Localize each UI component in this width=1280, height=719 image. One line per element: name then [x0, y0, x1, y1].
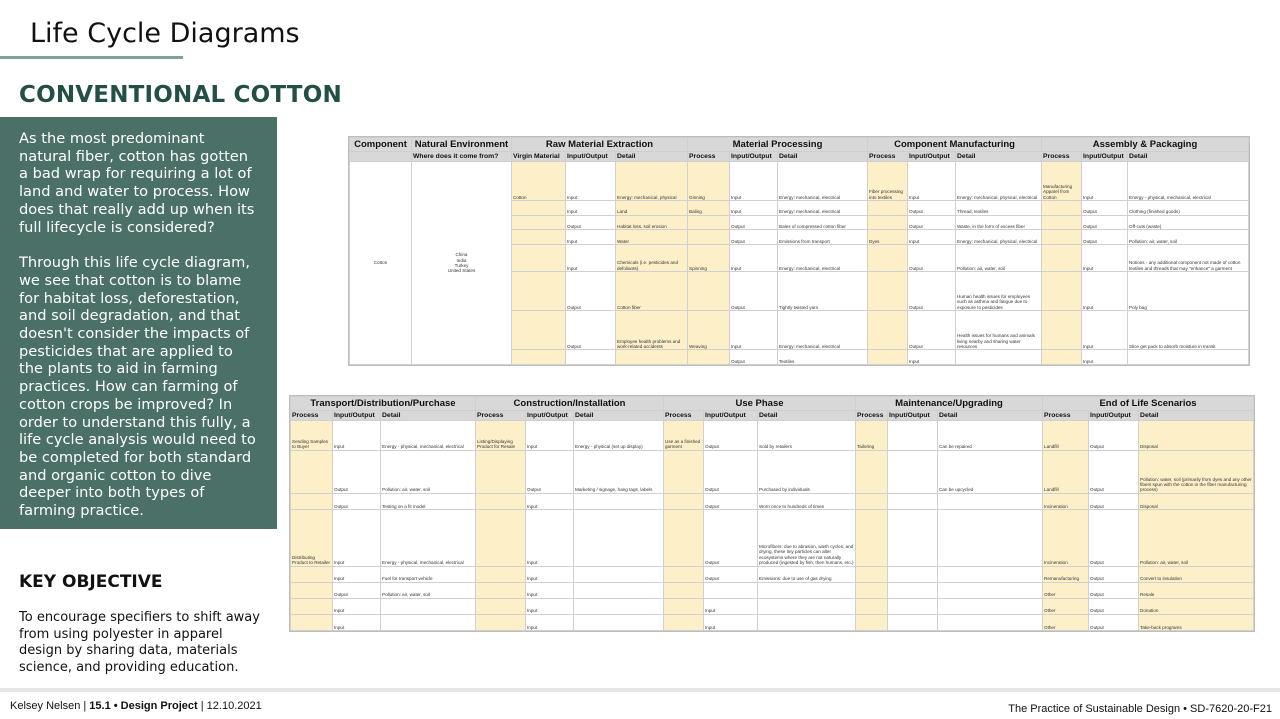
table2-cell: Output — [704, 421, 758, 451]
table1-cell: Energy: mechanical, electrical — [778, 311, 868, 350]
table2-cell — [664, 614, 704, 630]
life-cycle-table-downstream — [289, 395, 1255, 632]
table2-cell: Output — [1089, 614, 1139, 630]
table1-subheader: Input/Output — [566, 152, 616, 162]
footer-rule — [0, 688, 1280, 692]
table2-cell — [574, 566, 664, 582]
table1-cell: Employee health problems and work-related accidents — [616, 311, 688, 350]
intro-paragraph-1: As the most predominant natural fiber, cotton has gotten a bad wrap for requiring a lot of land and water to process. How does that really add up when its full lifecycle is considered? — [19, 130, 255, 236]
table2-cell — [856, 450, 888, 493]
table2-cell: Input — [526, 493, 574, 509]
table1-cell: Ginning — [688, 162, 730, 201]
table1-cell: Input — [566, 201, 616, 216]
table1-cell — [868, 215, 908, 230]
table2-cell — [291, 566, 333, 582]
header-component-manufacturing: Component Manufacturing — [868, 138, 1042, 152]
table2-cell — [704, 582, 758, 598]
table2-cell — [291, 598, 333, 614]
table1-cell: Spinning — [688, 245, 730, 272]
table2-cell — [888, 566, 938, 582]
table2-cell — [476, 614, 526, 630]
table1-cell — [956, 350, 1042, 365]
table2-cell — [476, 493, 526, 509]
table2-row — [291, 598, 1254, 614]
table1-cell — [512, 271, 566, 310]
table1-cell: Input — [1082, 350, 1128, 365]
table1-cell: Input — [730, 245, 778, 272]
table1-cell: Output — [1082, 230, 1128, 245]
table2-cell — [856, 566, 888, 582]
table2-cell: Output — [1089, 598, 1139, 614]
table2-cell — [476, 598, 526, 614]
table1-cell: Poly bag — [1128, 271, 1249, 310]
table2-cell: Input — [333, 566, 381, 582]
table1-cell: Fiber processing into textiles — [868, 162, 908, 201]
footer-author: Kelsey Nelsen | — [10, 700, 90, 712]
table2-cell: Output — [704, 493, 758, 509]
title-underline — [0, 56, 183, 59]
table2-cell: Input — [333, 421, 381, 451]
table1-subheader: Input/Output — [908, 152, 956, 162]
table1-subheader: Detail — [956, 152, 1042, 162]
table2-cell: Pollution: air, water, soil — [381, 582, 476, 598]
header-assembly-packaging: Assembly & Packaging — [1042, 138, 1249, 152]
table2-cell: Pollution: air, water, soil — [1139, 509, 1254, 566]
table1-cell: Baling — [688, 201, 730, 216]
table1-cell: Energy: mechanical, electrical — [778, 201, 868, 216]
table1-cell: Thread, textiles — [956, 201, 1042, 216]
table1-cell: Chemicals (i.e. pesticides and defoliants) — [616, 245, 688, 272]
table1-cell: Input — [1082, 271, 1128, 310]
table1-cell — [688, 230, 730, 245]
table2-cell — [381, 614, 476, 630]
table1-cell: Off-cuts (waste) — [1128, 215, 1249, 230]
table1-cell: Input — [908, 162, 956, 201]
table1-cell: Input — [730, 311, 778, 350]
table2-cell — [856, 614, 888, 630]
table2-cell — [381, 598, 476, 614]
table1-subheader: Detail — [616, 152, 688, 162]
header-material-processing: Material Processing — [688, 138, 868, 152]
table1-cell: Water — [616, 230, 688, 245]
table1-cell: Pollution: air, water, soil — [956, 245, 1042, 272]
life-cycle-table-upstream — [348, 136, 1250, 366]
table1-cell: Weaving — [688, 311, 730, 350]
table1-cell — [566, 350, 616, 365]
table2-cell — [938, 598, 1043, 614]
table1-cell: Output — [908, 215, 956, 230]
table1-cell: Energy: mechanical, physical, electrical — [956, 230, 1042, 245]
table1-cell: Output — [566, 215, 616, 230]
table1-cell: Habitat loss, soil erosion — [616, 215, 688, 230]
table1-subheader: Where does it come from? — [412, 152, 512, 162]
table1-subheader: Process — [688, 152, 730, 162]
table2-cell: Input — [526, 598, 574, 614]
table2-cell: Fuel for transport vehicle — [381, 566, 476, 582]
table2-row — [291, 421, 1254, 451]
table2-cell — [574, 582, 664, 598]
table2-cell: Sold by retailers — [758, 421, 856, 451]
table1-cell — [688, 215, 730, 230]
table2-cell: Disposal — [1139, 493, 1254, 509]
table2-cell — [574, 598, 664, 614]
table1-cell: Output — [908, 245, 956, 272]
table1-cell — [688, 350, 730, 365]
table1-cell: Output — [730, 271, 778, 310]
table1-cell: Clothing (finished goods) — [1128, 201, 1249, 216]
table2-cell: Input — [333, 598, 381, 614]
table1-cell: Output — [908, 311, 956, 350]
table2-cell — [574, 614, 664, 630]
table2-cell — [291, 450, 333, 493]
table1-cell: Output — [908, 201, 956, 216]
table1-cell: Output — [566, 271, 616, 310]
table2-cell: Energy - physical, mechanical, electrical — [381, 421, 476, 451]
table1-cell — [1042, 271, 1082, 310]
table2-cell — [856, 493, 888, 509]
table2-cell: Output — [1089, 566, 1139, 582]
table1-subheader: Process — [868, 152, 908, 162]
table2-subheader: Detail — [758, 411, 856, 421]
table2-cell: Can be repaired — [938, 421, 1043, 451]
table2-cell: Output — [1089, 582, 1139, 598]
header-maintenance-upgrading: Maintenance/Upgrading — [856, 397, 1043, 411]
table2-cell — [888, 598, 938, 614]
table2-cell: Donation — [1139, 598, 1254, 614]
table2-cell: Output — [704, 509, 758, 566]
table2-cell: Resale — [1139, 582, 1254, 598]
table2-cell — [758, 598, 856, 614]
table1-cell: Tightly twisted yarn — [778, 271, 868, 310]
table2-cell — [888, 509, 938, 566]
table1-cell: Energy: mechanical, electrical — [778, 162, 868, 201]
table1-subheader: Input/Output — [1082, 152, 1128, 162]
table1-subheader — [350, 152, 412, 162]
intro-panel — [0, 117, 277, 529]
table2-cell: Other — [1043, 614, 1089, 630]
table2-cell: Convert to insulation — [1139, 566, 1254, 582]
table2-subheader: Process — [1043, 411, 1089, 421]
table2-cell — [291, 614, 333, 630]
table2-cell — [856, 509, 888, 566]
table2-cell: Incineration — [1043, 493, 1089, 509]
table2-cell: Remanufacturing — [1043, 566, 1089, 582]
table2-cell — [888, 493, 938, 509]
table1-cell: Output — [1082, 201, 1128, 216]
table1-cell — [512, 245, 566, 272]
table2-cell: Input — [526, 614, 574, 630]
key-objective-body: To encourage specifiers to shift away from using polyester in apparel design by sharing data, materials science, and providing education. — [19, 610, 260, 675]
origin-text: China India Turkey United States — [447, 252, 476, 274]
table2-cell: Purchased by individuals — [758, 450, 856, 493]
header-natural-environment: Natural Environment — [412, 138, 512, 152]
table2-cell: Output — [526, 450, 574, 493]
table2-cell — [888, 614, 938, 630]
table2-cell — [938, 509, 1043, 566]
table1-cell: Cotton fiber — [616, 271, 688, 310]
table2-cell — [938, 566, 1043, 582]
table1-cell: Emissions from transport — [778, 230, 868, 245]
table1-cell: Input — [1082, 311, 1128, 350]
table2-subheader: Input/Output — [704, 411, 758, 421]
table1-cell: Energy - physical, mechanical, electrical — [1128, 162, 1249, 201]
table1-cell: Textiles — [778, 350, 868, 365]
table1-cell: Manufacturing Apparel from Cotton — [1042, 162, 1082, 201]
table1-cell: Waste, in the form of excess fiber — [956, 215, 1042, 230]
table1-cell: Human health issues for employees such as asthma and fatigue due to exposure to pesticides — [956, 271, 1042, 310]
key-objective-heading: KEY OBJECTIVE — [19, 572, 163, 592]
table2-cell: Use as a finished garment — [664, 421, 704, 451]
table1-cell: Input — [566, 162, 616, 201]
table1-cell — [868, 271, 908, 310]
table1-cell: Output — [566, 311, 616, 350]
table2-cell: Worn once to hundreds of times — [758, 493, 856, 509]
table1-cell — [868, 350, 908, 365]
table1-cell: Energy: mechanical, physical, electrical — [956, 162, 1042, 201]
header-use-phase: Use Phase — [664, 397, 856, 411]
table2-cell: Input — [526, 566, 574, 582]
table1-cell — [1042, 215, 1082, 230]
table2-subheader: Process — [476, 411, 526, 421]
header-construction-installation: Construction/Installation — [476, 397, 664, 411]
table2-row — [291, 509, 1254, 566]
table2-cell — [476, 566, 526, 582]
table1-cell — [868, 245, 908, 272]
table2-cell — [856, 582, 888, 598]
table1-cell: Input — [566, 230, 616, 245]
table2-cell: Output — [333, 493, 381, 509]
table2-cell — [664, 493, 704, 509]
table2-subheader: Detail — [1139, 411, 1254, 421]
table1-cell: Cotton — [512, 162, 566, 201]
table1-cell — [1042, 311, 1082, 350]
table1-cell: Input — [908, 350, 956, 365]
component-cell: Cotton — [350, 162, 412, 365]
header-end-of-life-scenarios: End of Life Scenarios — [1043, 397, 1254, 411]
table2-cell — [888, 421, 938, 451]
footer-project: 15.1 • Design Project — [89, 700, 198, 712]
table2-cell: Output — [704, 566, 758, 582]
table2-cell: Pollution: water, soil (primarily from dyes and any other fibers spun with the cotton in the fiber manufacturing process) — [1139, 450, 1254, 493]
table2-subheader: Process — [291, 411, 333, 421]
table2-row — [291, 582, 1254, 598]
table1-cell: Output — [908, 271, 956, 310]
table1-cell: Land — [616, 201, 688, 216]
table2-cell — [664, 598, 704, 614]
table1-cell: Output — [1082, 215, 1128, 230]
table2-cell: Landfill — [1043, 421, 1089, 451]
table2-cell — [664, 509, 704, 566]
table1-cell: Input — [1082, 245, 1128, 272]
table1-cell: Output — [730, 350, 778, 365]
table2-subheader: Input/Output — [888, 411, 938, 421]
table1-cell: Input — [908, 230, 956, 245]
header-transport-distribution-purchase: Transport/Distribution/Purchase — [291, 397, 476, 411]
table2-cell: Output — [704, 450, 758, 493]
table2-cell: Input — [526, 509, 574, 566]
table1-cell — [1042, 201, 1082, 216]
footer-date: | 12.10.2021 — [197, 700, 262, 712]
table1-cell — [512, 311, 566, 350]
table2-cell: Sending Samples to Buyer — [291, 421, 333, 451]
page-title: Life Cycle Diagrams — [30, 18, 300, 49]
table2-cell — [476, 450, 526, 493]
table2-cell: Input — [704, 614, 758, 630]
table2-cell: Input — [704, 598, 758, 614]
footer-course: The Practice of Sustainable Design • SD-7620-20-F21 — [1008, 703, 1272, 715]
table2-cell — [476, 582, 526, 598]
table1-cell: Input — [730, 201, 778, 216]
table2-cell: Landfill — [1043, 450, 1089, 493]
table2-subheader: Detail — [574, 411, 664, 421]
table2-cell: Input — [333, 509, 381, 566]
table1-cell: Input — [730, 162, 778, 201]
table1-cell — [512, 230, 566, 245]
table2-subheader: Detail — [381, 411, 476, 421]
table2-cell — [476, 509, 526, 566]
table2-cell — [938, 493, 1043, 509]
table2-cell: Other — [1043, 598, 1089, 614]
table1-cell: Dyes — [868, 230, 908, 245]
table2-row — [291, 450, 1254, 493]
table1-subheader: Process — [1042, 152, 1082, 162]
header-raw-material-extraction: Raw Material Extraction — [512, 138, 688, 152]
table1-subheader: Detail — [778, 152, 868, 162]
table2-cell — [574, 509, 664, 566]
table2-cell: Energy - physical, mechanical, electrical — [381, 509, 476, 566]
table2-cell: Pollution: air, water, soil — [381, 450, 476, 493]
table1-cell: Input — [1082, 162, 1128, 201]
table2-cell: Disposal — [1139, 421, 1254, 451]
table1-subheader: Input/Output — [730, 152, 778, 162]
table2-cell: Listing/Displaying Product for Resale — [476, 421, 526, 451]
table2-cell: Other — [1043, 582, 1089, 598]
table1-cell: Slice get pack to absorb moisture in transit — [1128, 311, 1249, 350]
table1-cell: Bales of compressed cotton fiber — [778, 215, 868, 230]
table2-cell — [291, 582, 333, 598]
table2-cell: Distributing Product to Retailer — [291, 509, 333, 566]
table2-cell: Input — [526, 421, 574, 451]
table2-cell — [291, 493, 333, 509]
header-component: Component — [350, 138, 412, 152]
table2-cell: Output — [333, 582, 381, 598]
table1-cell: Energy: mechanical, electrical — [778, 245, 868, 272]
intro-paragraph-2: Through this life cycle diagram, we see that cotton is to blame for habitat loss, deforestation, and soil degradation, and that doesn't consider the impacts of pesticides that are applied to the plants to aid in farming practices. How can farming of cotton crops be improved? In order to understand this fully, a life cycle analysis would need to be completed for both standard and organic cotton to dive deeper into both types of farming practice. — [19, 254, 256, 520]
table1-cell — [868, 311, 908, 350]
table2-cell: Energy - physical (set up display) — [574, 421, 664, 451]
table1-cell — [512, 350, 566, 365]
table2-row — [291, 614, 1254, 630]
table1-cell — [616, 350, 688, 365]
table2-cell — [888, 450, 938, 493]
table1-cell: Energy: mechanical, physical — [616, 162, 688, 201]
table2-cell — [938, 582, 1043, 598]
table2-cell — [664, 582, 704, 598]
table1-cell: Pollution: air, water, soil — [1128, 230, 1249, 245]
table2-row — [291, 493, 1254, 509]
table2-subheader: Process — [856, 411, 888, 421]
footer-credits — [10, 700, 262, 712]
table2-subheader: Detail — [938, 411, 1043, 421]
table1-cell — [1042, 350, 1082, 365]
table1-cell: Output — [730, 215, 778, 230]
table2-cell — [574, 493, 664, 509]
table2-cell: Emissions: due to use of gas drying — [758, 566, 856, 582]
table2-cell — [938, 614, 1043, 630]
table1-cell: Output — [730, 230, 778, 245]
table1-cell — [688, 271, 730, 310]
table2-cell — [758, 614, 856, 630]
table2-cell: Incineration — [1043, 509, 1089, 566]
table2-cell — [758, 582, 856, 598]
table1-row — [350, 162, 1249, 201]
table2-cell: Input — [333, 614, 381, 630]
table2-cell — [888, 582, 938, 598]
table2-cell: Marketing / signage, hang tags, labels — [574, 450, 664, 493]
table2-cell: Output — [1089, 450, 1139, 493]
table2-cell: Output — [1089, 509, 1139, 566]
table2-cell: Output — [333, 450, 381, 493]
table2-row — [291, 566, 1254, 582]
table2-cell: Take-back programs — [1139, 614, 1254, 630]
table1-cell — [1042, 245, 1082, 272]
table1-cell: Notions - any additional component not made of cotton textiles and threads that may "enhance" a garment — [1128, 245, 1249, 272]
table1-cell — [512, 215, 566, 230]
table2-cell: Output — [1089, 493, 1139, 509]
table2-subheader: Input/Output — [1089, 411, 1139, 421]
table2-cell: Input — [526, 582, 574, 598]
table1-cell — [1128, 350, 1249, 365]
table1-cell: Health issues for humans and animals living nearby and sharing water resources — [956, 311, 1042, 350]
table2-subheader: Input/Output — [526, 411, 574, 421]
table2-cell: Can be upcycled — [938, 450, 1043, 493]
table1-cell — [512, 201, 566, 216]
table1-subheader: Virgin Material — [512, 152, 566, 162]
origin-cell — [412, 162, 512, 365]
table2-cell: Microfibers: due to abrasion, wash cycles, and drying, these tiny particles can alter ecosystems where they are not naturally produced (ingested by fish, then humans, etc.) — [758, 509, 856, 566]
table2-cell: Tailoring — [856, 421, 888, 451]
table2-subheader: Input/Output — [333, 411, 381, 421]
table2-subheader: Process — [664, 411, 704, 421]
table1-cell — [1042, 230, 1082, 245]
table2-cell — [664, 450, 704, 493]
table1-cell: Input — [566, 245, 616, 272]
table2-cell: Output — [1089, 421, 1139, 451]
table2-cell — [664, 566, 704, 582]
table1-subheader: Detail — [1128, 152, 1249, 162]
table1-cell — [868, 201, 908, 216]
table2-cell: Testing on a fit model — [381, 493, 476, 509]
section-heading: CONVENTIONAL COTTON — [19, 82, 342, 108]
table2-cell — [856, 598, 888, 614]
